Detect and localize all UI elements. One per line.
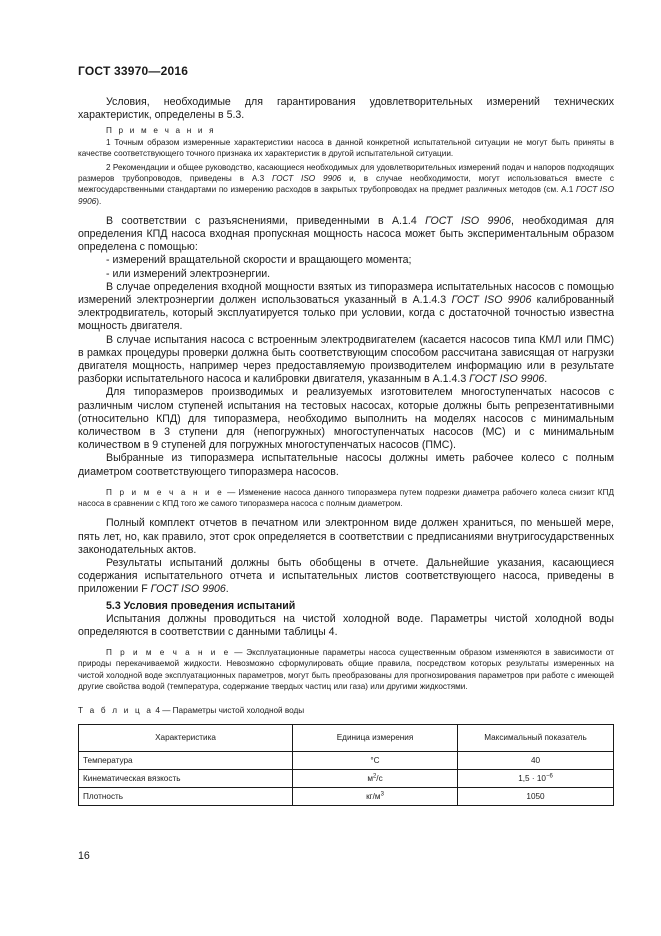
table-caption: Т а б л и ц а 4 — Параметры чистой холодной воды xyxy=(78,705,305,715)
table-cell: $кг/м^3$ xyxy=(293,787,458,805)
paragraph-built-in-motor: В случае испытания насоса с встроенным электродвигателем (касается насосов типа КМЛ или ПМС) в рамках процедуры проверки должна быть соответствующим способом рассчитана зависящая от нагрузки двигателя мощность, например через предоставляемую производителем информацию или в результате разборки испытательного насоса и калибровки двигателя, указанным в А.1.4.3 ГОСТ ISO 9906. xyxy=(78,333,614,386)
section-heading: 5.3 Условия проведения испытаний xyxy=(106,599,296,612)
standard-reference: ГОСТ ISO 9906 xyxy=(425,214,512,227)
paragraph-test-water: Испытания должны проводиться на чистой холодной воде. Параметры чистой холодной воды определяются в соответствии с данными таблицы 4. xyxy=(78,612,614,638)
paragraph-conditions: Условия, необходимые для гарантирования удовлетворительных измерений технических характеристик, определены в 5.3. xyxy=(78,96,614,122)
table-row xyxy=(79,769,614,787)
table-cell: Кинематическая вязкость xyxy=(79,769,293,787)
standard-reference: ГОСТ ISO 9906 xyxy=(451,294,532,307)
paragraph-power-determination: В соответствии с разъяснениями, приведенными в А.1.4 ГОСТ ISO 9906, необходимая для определения КПД насоса входная пропускная мощность насоса может быть экспериментальным образом определена с помощью: xyxy=(78,214,614,254)
page-number: 16 xyxy=(78,850,90,862)
paragraph-electric-measurement: В случае определения входной мощности взятых из типоразмера испытательных насосов с помощью измерений электроэнергии должен использоваться указанный в А.1.4.3 ГОСТ ISO 9906 калиброванный электродвигатель, который эксплуатируется только при условии, когда с достаточной точностью известна мощность двигателя. xyxy=(78,280,614,333)
paragraph-report-storage: Полный комплект отчетов в печатном или электронном виде должен храниться, по меньшей мере, пять лет, но, как правило, этот срок определяется в соответствии с предписаниями внутригосударственных законодательных актов. xyxy=(78,517,614,556)
paragraph-impeller: Выбранные из типоразмера испытательные насосы должны иметь рабочее колесо с полным диаметром соответствующего типоразмера насосов. xyxy=(78,452,614,478)
document-header: ГОСТ 33970—2016 xyxy=(78,64,189,78)
table-cell: $м^2/с$ xyxy=(293,769,458,787)
note-2: 2 Рекомендации и общее руководство, касающиеся необходимых для удовлетворительных измерений подач и напоров подходящих размеров трубопроводов, приведены в А.3 ГОСТ ISO 9906 и, в случае необходимости, могут использоваться вместе с межгосударственными стандартами по измерению расходов в закрытых трубопроводах на предмет различных методов (см. А.1 ГОСТ ISO 9906). xyxy=(78,163,614,206)
list-item: - или измерений электроэнергии. xyxy=(106,267,271,280)
table-header-cell: Максимальный показатель xyxy=(458,724,614,751)
standard-reference: ГОСТ ISO 9906 xyxy=(469,373,545,386)
table-header-cell: Единица измерения xyxy=(293,724,458,751)
note-impeller-trim: П р и м е ч а н и е — Изменение насоса данного типоразмера путем подрезки диаметра рабочего колеса снизит КПД насоса в сравнении с КПД того же самого типоразмера насоса с полным диаметром. xyxy=(78,487,615,509)
table-row xyxy=(79,787,614,805)
water-parameters-table xyxy=(78,724,614,806)
note-liquid-properties: П р и м е ч а н и е — Эксплуатационные параметры насоса существенным образом изменяются в зависимости от природы перекачиваемой жидкости. Невозможно сформулировать общие правила, посредством которых результаты измеренных на чистой холодной воде эксплуатационных параметров, могут быть преобразованы для прогнозирования параметров при работе с имеющей другие свойства водой (температура, содержание твердых частиц или газа) или другими жидкостями. xyxy=(78,648,614,691)
table-header-cell: Характеристика xyxy=(79,724,293,751)
document-body xyxy=(78,96,614,806)
table-cell: 1050 xyxy=(458,787,614,805)
standard-reference: ГОСТ ISO 9906 xyxy=(272,174,342,184)
table-cell: Температура xyxy=(79,751,293,769)
table-cell: Плотность xyxy=(79,787,293,805)
standard-reference: ГОСТ ISO 9906 xyxy=(150,583,226,596)
table-cell: °C xyxy=(293,751,458,769)
table-header-row xyxy=(79,724,614,751)
standard-reference: ГОСТ ISO 9906 xyxy=(78,185,614,206)
table-cell: 40 xyxy=(458,751,614,769)
notes-title: П р и м е ч а н и я xyxy=(106,126,216,136)
table-cell: $1,5 \cdot 10^{-6}$ xyxy=(458,769,614,787)
paragraph-results: Результаты испытаний должны быть обобщены в отчете. Дальнейшие указания, касающиеся содержания испытательного отчета и испытательных листов соответствующего насоса, приведены в приложении F ГОСТ ISO 9906. xyxy=(78,556,614,596)
list-item: - измерений вращательной скорости и вращающего момента; xyxy=(106,254,412,267)
table-row xyxy=(79,751,614,769)
note-1: 1 Точным образом измеренные характеристики насоса в данной конкретной испытательной ситуации не могут быть приняты в качестве соответствующего точного признака их характеристик в другой испытательной ситуации. xyxy=(78,137,614,158)
paragraph-multistage-pumps: Для типоразмеров производимых и реализуемых изготовителем многоступенчатых насосов с различным числом ступеней испытания на тестовых насосах, которые должны быть репрезентативными (относительно КПД) для типоразмера, необходимо выполнить на моделях насосов с минимальным количеством в 3 ступени для (непогружных) многоступенчатых насосов (МС) и с минимальным количеством в 9 ступеней для погружных многоступенчатых насосов (ПМС). xyxy=(78,386,614,452)
